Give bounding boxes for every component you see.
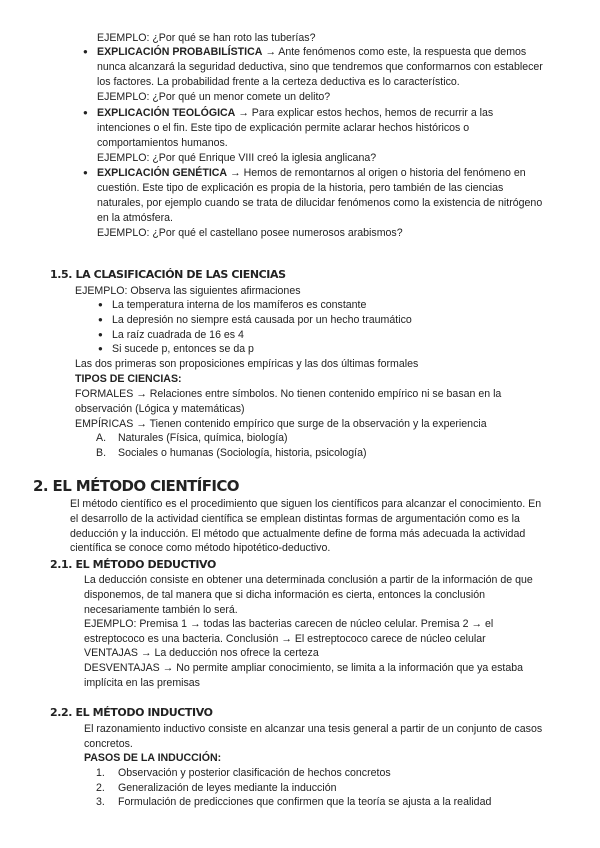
explanation-text: intenciones o el fin. Este tipo de explicación permite aclarar hechos históricos o <box>97 122 470 134</box>
explanation-title: EXPLICACIÓN TEOLÓGICA <box>97 107 236 119</box>
list-item: ● La depresión no siempre está causada por un hecho traumático <box>112 313 412 328</box>
paragraph-text: El razonamiento inductivo consiste en alcanzar una tesis general a partir de un conjunto de casos <box>84 723 543 735</box>
section-heading: 2.2. EL MÉTODO INDUCTIVO <box>50 706 213 719</box>
paragraph-text: FORMALES → Relaciones entre símbolos. No tienen contenido empírico ni se basan en la <box>75 388 502 400</box>
subheading: TIPOS DE CIENCIAS: <box>75 373 182 385</box>
paragraph-text: EJEMPLO: Premisa 1 → todas las bacterias carecen de núcleo celular. Premisa 2 → el <box>84 618 494 630</box>
explanation-text: comportamientos humanos. <box>97 137 228 149</box>
subheading: PASOS DE LA INDUCCIÓN: <box>84 752 222 764</box>
list-item <box>96 795 491 810</box>
list-item <box>96 446 367 461</box>
paragraph-text: EMPÍRICAS → Tienen contenido empírico que surge de la observación y la experiencia <box>75 418 487 430</box>
explanation-text: → Ante fenómenos como este, la respuesta que demos <box>262 46 527 58</box>
list-item <box>96 766 391 781</box>
explanation-text: naturales, por ejemplo cuando se trata de dilucidar fenómenos como la existencia de nitrógeno <box>97 197 543 209</box>
list-item-text: Observación y posterior clasificación de hechos concretos <box>118 767 391 779</box>
explanation-text: cuestión. Este tipo de explicación es propia de la historia, pero también de las ciencias <box>97 182 504 194</box>
explanation-text: → Hemos de remontarnos al origen o historia del fenómeno en <box>227 167 526 179</box>
explanation-item <box>97 106 493 121</box>
example-text: EJEMPLO: ¿Por qué el castellano posee numerosos arabismos? <box>97 227 403 239</box>
list-item <box>96 431 288 446</box>
paragraph-text: observación (Lógica y matemáticas) <box>75 403 245 415</box>
explanation-title: EXPLICACIÓN PROBABILÍSTICA <box>97 46 263 58</box>
explanation-item <box>97 166 526 181</box>
paragraph-text: deducción y la inducción. El método que actualmente define de forma más adecuada la actividad <box>70 528 526 540</box>
paragraph-text: disponemos, de tal manera que si dicha información es cierta, entonces la conclusión <box>84 589 486 601</box>
list-marker: 3. <box>96 796 105 808</box>
paragraph-text: concretos. <box>84 738 133 750</box>
paragraph-text: La deducción consiste en obtener una determinada conclusión a partir de la información de que <box>84 574 533 586</box>
list-item-text: Formulación de predicciones que confirmen que la teoría se ajusta a la realidad <box>118 796 492 808</box>
paragraph-text: VENTAJAS → La deducción nos ofrece la certeza <box>84 647 319 659</box>
list-item-text: Sociales o humanas (Sociología, historia, psicología) <box>118 447 367 459</box>
explanation-item <box>97 45 526 60</box>
explanation-text: en la atmósfera. <box>97 212 173 224</box>
explanation-title: EXPLICACIÓN GENÉTICA <box>97 167 228 179</box>
section-heading: 2.1. EL MÉTODO DEDUCTIVO <box>50 558 216 571</box>
list-marker: A. <box>96 432 107 444</box>
example-intro: EJEMPLO: Observa las siguientes afirmaciones <box>75 285 301 297</box>
paragraph-text: científica se conoce como método hipotético-deductivo. <box>70 542 331 554</box>
example-text: EJEMPLO: ¿Por qué un menor comete un delito? <box>97 91 331 103</box>
list-item-text: Naturales (Física, química, biología) <box>118 432 288 444</box>
example-text: EJEMPLO: ¿Por qué Enrique VIII creó la iglesia anglicana? <box>97 152 377 164</box>
paragraph-text: DESVENTAJAS → No permite ampliar conocimiento, se limita a la información que ya estaba <box>84 662 524 674</box>
list-marker: 1. <box>96 767 105 779</box>
explanation-text: nunca alcanzará la seguridad deductiva, sino que tendremos que conformarnos con establecer <box>97 61 543 73</box>
example-text: EJEMPLO: ¿Por qué se han roto las tuberías? <box>97 32 316 44</box>
paragraph-text: implícita en las premisas <box>84 677 200 689</box>
list-marker: 2. <box>96 782 105 794</box>
paragraph-text: necesariamente también lo será. <box>84 604 238 616</box>
explanation-text: los factores. La probabilidad frente a la certeza deductiva es lo característico. <box>97 76 460 88</box>
section-heading: 2. EL MÉTODO CIENTÍFICO <box>33 477 239 495</box>
list-item: ● La raíz cuadrada de 16 es 4 <box>112 328 244 343</box>
list-item: ● Si sucede p, entonces se da p <box>112 342 254 357</box>
paragraph-text: el desarrollo de la actividad científica se emplean distintas formas de argumentación como es la <box>70 513 520 525</box>
list-item <box>96 781 336 796</box>
explanation-text: → Para explicar estos hechos, hemos de recurrir a las <box>235 107 494 119</box>
section-heading: 1.5. LA CLASIFICACIÓN DE LAS CIENCIAS <box>50 268 286 281</box>
list-item-text: Generalización de leyes mediante la inducción <box>118 782 337 794</box>
paragraph-text: estreptococo es una bacteria. Conclusión → El estreptococo carece de núcleo celular <box>84 633 486 645</box>
list-marker: B. <box>96 447 107 459</box>
list-item: ● La temperatura interna de los mamíferos es constante <box>112 298 366 313</box>
paragraph-text: Las dos primeras son proposiciones empíricas y las dos últimas formales <box>75 358 419 370</box>
paragraph-text: El método científico es el procedimiento que siguen los científicos para alcanzar el conocimiento. En <box>70 498 542 510</box>
